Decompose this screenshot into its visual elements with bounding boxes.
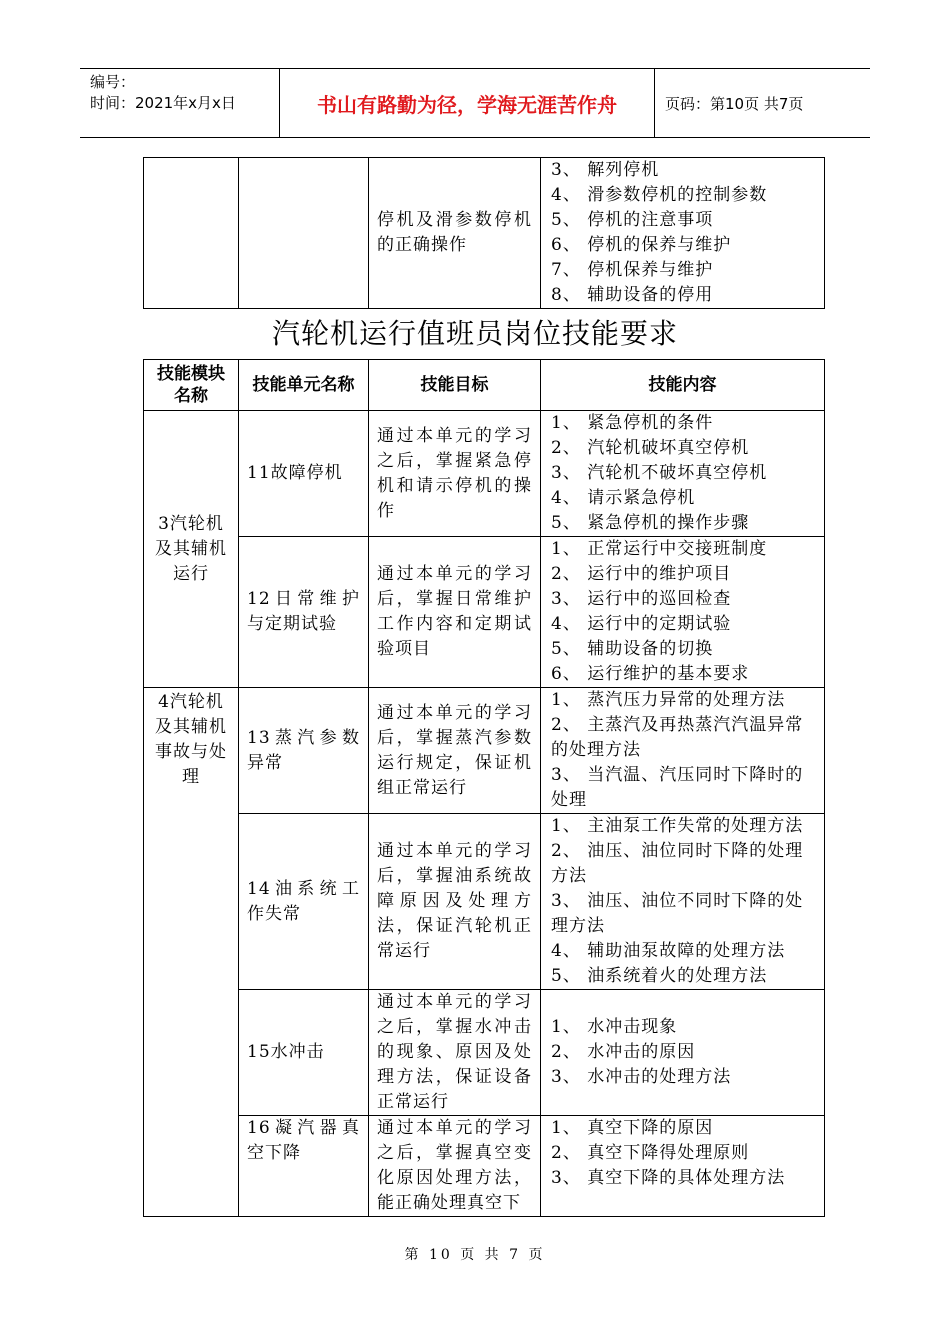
content-cell — [541, 537, 825, 688]
page-footer: 第 10 页 共 7 页 — [404, 1247, 546, 1263]
list-item: 2、 油压、油位同时下降的处理方法 — [551, 841, 804, 886]
content-cell — [541, 158, 825, 309]
table-row — [144, 814, 825, 990]
list-item: 4、 请示紧急停机 — [551, 488, 696, 508]
goal-cell: 通过本单元的学习后，掌握蒸汽参数运行规定，保证机组正常运行 — [369, 688, 541, 814]
module-cell: 4汽轮机及其辅机事故与处理 — [144, 688, 239, 1217]
unit-cell: 停机及滑参数停机的正确操作 — [369, 158, 541, 309]
list-item: 2、 主蒸汽及再热蒸汽汽温异常的处理方法 — [551, 715, 804, 760]
content-cell — [541, 1116, 825, 1217]
header-motto-cell — [280, 69, 655, 137]
list-item: 6、 停机的保养与维护 — [551, 235, 732, 255]
header-left — [80, 69, 280, 137]
table-header-row — [144, 360, 825, 411]
header-module: 技能模块名称 — [144, 360, 239, 411]
page-code: 页码：第10页 共7页 — [665, 94, 804, 113]
content-cell — [541, 814, 825, 990]
list-item: 3、 当汽温、汽压同时下降时的处理 — [551, 765, 804, 810]
content-cell — [541, 688, 825, 814]
list-item: 2、 运行中的维护项目 — [551, 564, 732, 584]
list-item: 1、 蒸汽压力异常的处理方法 — [551, 690, 786, 710]
motto-text: 书山有路勤为径，学海无涯苦作舟 — [317, 92, 617, 117]
number-label: 编号： — [90, 73, 136, 91]
list-item: 4、 运行中的定期试验 — [551, 614, 732, 634]
content-cell — [541, 990, 825, 1116]
header-content: 技能内容 — [541, 360, 825, 411]
table-row — [144, 688, 825, 814]
list-item: 3、 油压、油位不同时下降的处理方法 — [551, 891, 804, 936]
page-header — [80, 68, 870, 138]
list-item: 3、 真空下降的具体处理方法 — [551, 1168, 786, 1188]
skills-table — [143, 359, 825, 1217]
content-cell — [541, 411, 825, 537]
unit-cell: 12日常维护与定期试验 — [239, 537, 369, 688]
unit-cell: 11故障停机 — [239, 411, 369, 537]
table-row — [144, 990, 825, 1116]
list-item: 5、 紧急停机的操作步骤 — [551, 513, 750, 533]
list-item: 5、 停机的注意事项 — [551, 210, 714, 230]
list-item: 2、 真空下降得处理原则 — [551, 1143, 750, 1163]
unit-cell: 15水冲击 — [239, 990, 369, 1116]
table-row — [144, 158, 825, 309]
list-item: 1、 正常运行中交接班制度 — [551, 539, 768, 559]
list-item: 1、 水冲击现象 — [551, 1017, 678, 1037]
goal-cell: 通过本单元的学习之后，掌握真空变化原因处理方法，能正确处理真空下 — [369, 1116, 541, 1217]
list-item: 5、 油系统着火的处理方法 — [551, 966, 768, 986]
time-label: 时间：2021年x月x日 — [90, 94, 236, 112]
table-row — [144, 411, 825, 537]
list-item: 1、 主油泵工作失常的处理方法 — [551, 816, 804, 836]
list-item: 6、 运行维护的基本要求 — [551, 664, 750, 684]
list-item: 2、 汽轮机破坏真空停机 — [551, 438, 750, 458]
goal-cell: 通过本单元的学习之后，掌握紧急停机和请示停机的操作 — [369, 411, 541, 537]
header-unit: 技能单元名称 — [239, 360, 369, 411]
goal-cell: 通过本单元的学习后，掌握油系统故障原因及处理方法，保证汽轮机正常运行 — [369, 814, 541, 990]
header-goal: 技能目标 — [369, 360, 541, 411]
continued-table — [143, 157, 825, 309]
list-item: 3、 运行中的巡回检查 — [551, 589, 732, 609]
unit-cell: 13蒸汽参数异常 — [239, 688, 369, 814]
list-item: 1、 紧急停机的条件 — [551, 413, 714, 433]
page-title: 汽轮机运行值班员岗位技能要求 — [271, 317, 678, 350]
unit-cell: 16凝汽器真空下降 — [239, 1116, 369, 1217]
table-row — [144, 537, 825, 688]
goal-cell: 通过本单元的学习之后，掌握水冲击的现象、原因及处理方法，保证设备正常运行 — [369, 990, 541, 1116]
list-item: 2、 水冲击的原因 — [551, 1042, 696, 1062]
table-row — [144, 1116, 825, 1217]
module-cell: 3汽轮机及其辅机运行 — [144, 411, 239, 688]
list-item: 7、 停机保养与维护 — [551, 260, 714, 280]
module-cell — [144, 158, 239, 309]
goal-cell: 通过本单元的学习后，掌握日常维护工作内容和定期试验项目 — [369, 537, 541, 688]
list-item: 3、 解列停机 — [551, 160, 660, 180]
list-item: 3、 汽轮机不破坏真空停机 — [551, 463, 768, 483]
list-item: 4、 滑参数停机的控制参数 — [551, 185, 768, 205]
list-item: 4、 辅助油泵故障的处理方法 — [551, 941, 786, 961]
unit-cell — [239, 158, 369, 309]
unit-cell: 14油系统工作失常 — [239, 814, 369, 990]
list-item: 5、 辅助设备的切换 — [551, 639, 714, 659]
list-item: 1、 真空下降的原因 — [551, 1118, 714, 1138]
list-item: 8、 辅助设备的停用 — [551, 285, 714, 305]
list-item: 3、 水冲击的处理方法 — [551, 1067, 732, 1087]
